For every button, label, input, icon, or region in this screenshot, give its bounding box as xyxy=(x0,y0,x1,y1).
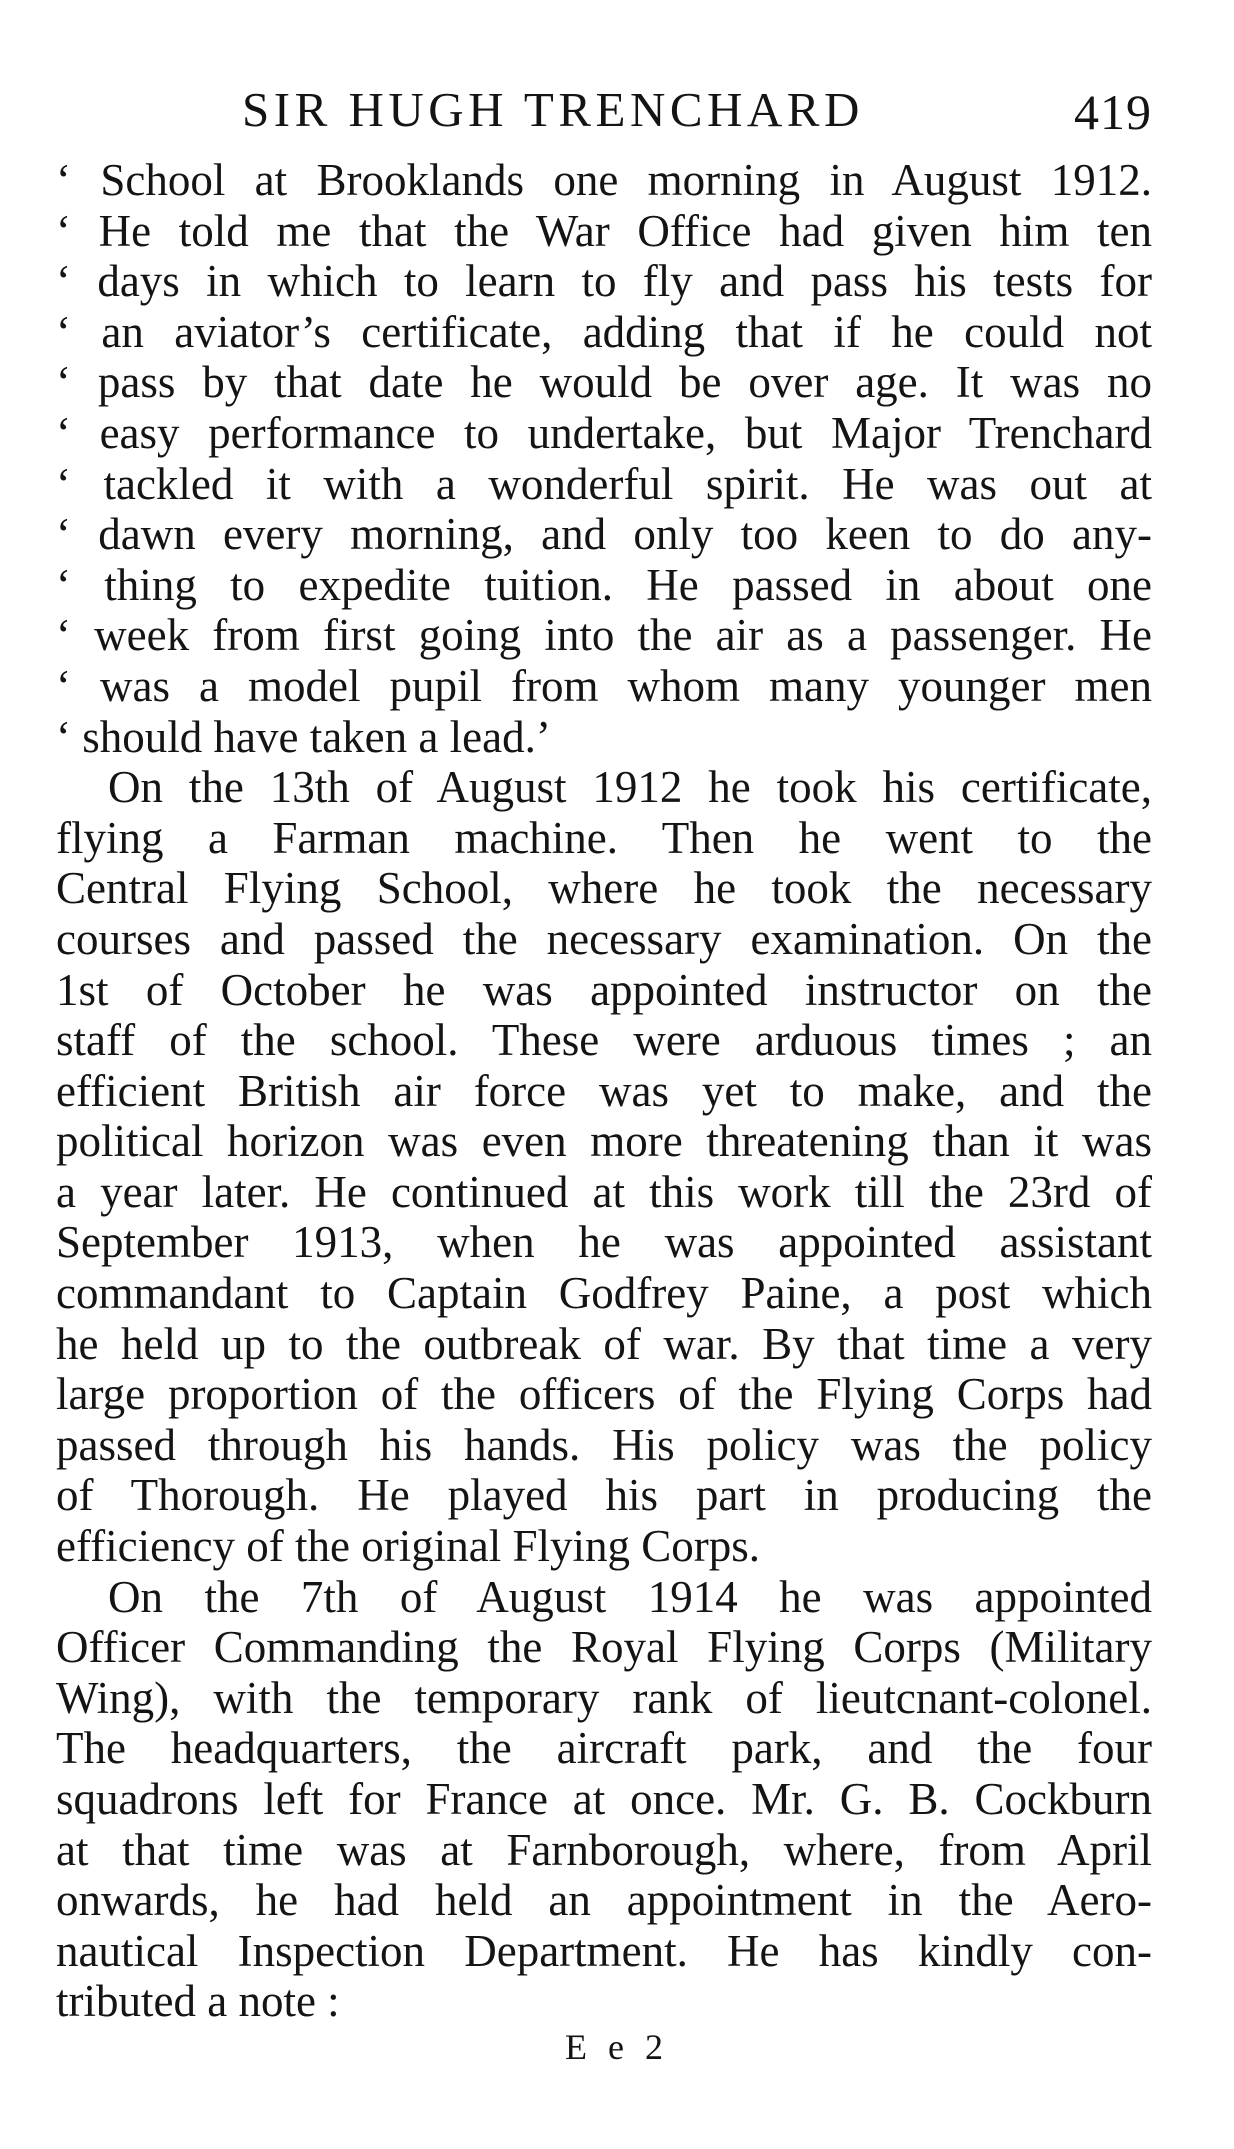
text-line: ‘ dawn every morning, and only too keen to do any- xyxy=(56,509,1152,560)
text-line: of Thorough. He played his part in producing the xyxy=(56,1470,1152,1521)
text-line: On the 7th of August 1914 he was appointed xyxy=(108,1571,1152,1622)
paragraph-command xyxy=(56,1572,1152,2027)
text-line: he held up to the outbreak of war. By that time a very xyxy=(56,1318,1152,1369)
paragraph-certificate xyxy=(56,762,1152,1572)
text-line: Officer Commanding the Royal Flying Corps (Military xyxy=(56,1622,1152,1673)
text-line: Central Flying School, where he took the necessary xyxy=(56,863,1152,914)
text-line: Wing), with the temporary rank of lieutcnant-colonel. xyxy=(56,1672,1152,1723)
text-line: The headquarters, the aircraft park, and the four xyxy=(56,1723,1152,1774)
running-head xyxy=(52,78,1152,142)
text-line: onwards, he had held an appointment in the Aero- xyxy=(56,1875,1152,1926)
quoted-paragraph xyxy=(56,155,1152,762)
text-line: a year later. He continued at this work till the 23rd of xyxy=(56,1166,1152,1217)
text-line: ‘ School at Brooklands one morning in August 1912. xyxy=(56,155,1152,205)
text-line: ‘ should have taken a lead.’ xyxy=(56,711,551,762)
text-line: at that time was at Farnborough, where, from April xyxy=(56,1824,1152,1875)
text-line: squadrons left for France at once. Mr. G. B. Cockburn xyxy=(56,1774,1152,1824)
text-line: courses and passed the necessary examination. On the xyxy=(56,913,1152,964)
text-line: efficiency of the original Flying Corps. xyxy=(56,1521,761,1572)
text-line: nautical Inspection Department. He has kindly con- xyxy=(56,1925,1152,1976)
text-line: ‘ pass by that date he would be over age. It was no xyxy=(56,357,1152,408)
text-line: political horizon was even more threatening than it was xyxy=(56,1116,1152,1167)
running-title: SIR HUGH TRENCHARD xyxy=(242,82,864,137)
text-line: On the 13th of August 1912 he took his certificate, xyxy=(108,762,1152,813)
text-line: ‘ week from first going into the air as a passenger. He xyxy=(56,610,1152,661)
body-text xyxy=(56,155,1152,2027)
signature-mark: E e 2 xyxy=(565,2027,669,2067)
text-line: ‘ tackled it with a wonderful spirit. He was out at xyxy=(56,458,1152,509)
text-line: ‘ He told me that the War Office had given him ten xyxy=(56,205,1152,256)
text-line: ‘ easy performance to undertake, but Major Trenchard xyxy=(56,407,1152,458)
text-line: flying a Farman machine. Then he went to the xyxy=(56,812,1152,863)
text-line: ‘ thing to expedite tuition. He passed in about one xyxy=(56,559,1152,610)
text-line: efficient British air force was yet to make, and the xyxy=(56,1065,1152,1116)
text-line: ‘ days in which to learn to fly and pass his tests for xyxy=(56,256,1152,307)
text-line: passed through his hands. His policy was the policy xyxy=(56,1419,1152,1470)
text-line: tributed a note : xyxy=(56,1976,340,2027)
page-number: 419 xyxy=(1074,84,1152,140)
text-line: large proportion of the officers of the Flying Corps had xyxy=(56,1369,1152,1420)
text-line: staff of the school. These were arduous times ; an xyxy=(56,1015,1152,1066)
text-line: September 1913, when he was appointed assistant xyxy=(56,1217,1152,1268)
text-line: 1st of October he was appointed instructor on the xyxy=(56,964,1152,1015)
text-line: ‘ an aviator’s certificate, adding that if he could not xyxy=(56,306,1152,357)
text-line: ‘ was a model pupil from whom many younger men xyxy=(56,660,1152,711)
text-line: commandant to Captain Godfrey Paine, a post which xyxy=(56,1268,1152,1319)
